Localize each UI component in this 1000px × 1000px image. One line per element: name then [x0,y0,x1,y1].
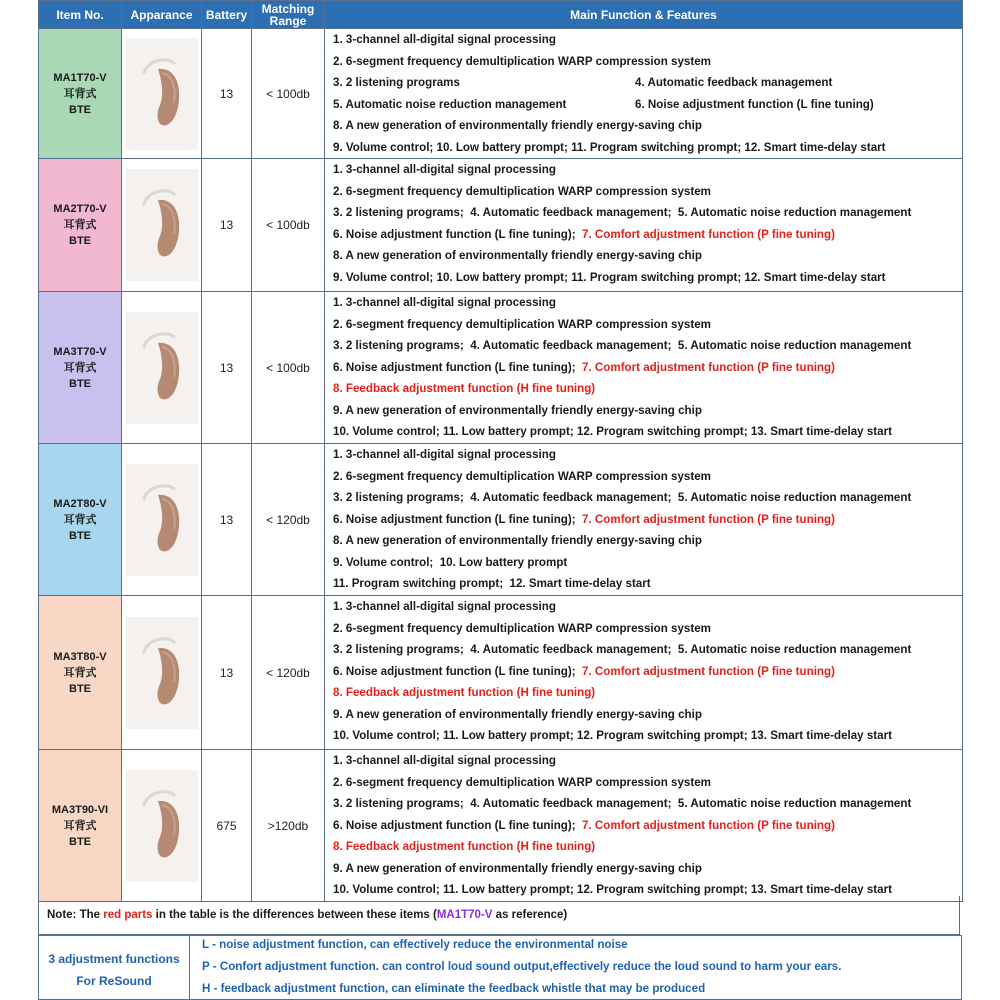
item-model: MA3T70-V [53,345,107,358]
item-cell [39,29,122,159]
table-row [39,29,963,159]
note-reference-model: MA1T70-V [436,909,493,921]
feature-text: 9. A new generation of environmentally friendly energy-saving chip [333,403,702,417]
feature-text: 9. Volume control; 10. Low battery prompt; 11. Program switching prompt; 12. Smart time-delay start [333,140,886,154]
matching-range-cell: < 100db [252,292,325,444]
item-cell [39,596,122,750]
feature-line [333,596,962,618]
feature-text: 2. 6-segment frequency demultiplication WARP compression system [333,621,711,635]
item-type-cn: 耳背式 [63,513,97,526]
feature-line [333,292,962,314]
feature-line [333,421,962,443]
feature-text: 2. 6-segment frequency demultiplication WARP compression system [333,469,711,483]
feature-line [333,858,962,880]
feature-text: 9. A new generation of environmentally friendly energy-saving chip [333,861,702,875]
battery-cell: 13 [202,159,252,292]
feature-text: 8. A new generation of environmentally friendly energy-saving chip [333,119,702,132]
feature-text: 8. A new generation of environmentally friendly energy-saving chip [333,249,702,262]
item-model: MA1T70-V [53,71,107,84]
item-type-cn: 耳背式 [63,666,97,679]
adjustment-H: H - feedback adjustment function, can eliminate the feedback whistle that may be produced [202,982,706,995]
feature-line [333,639,962,661]
feature-text: 1. 3-channel all-digital signal processing [333,163,556,176]
feature-difference: 7. Comfort adjustment function (P fine tuning) [582,818,835,832]
feature-text: 3. 2 listening programs; 4. Automatic feedback management; 5. Automatic noise reduction management [333,206,912,219]
matching-range-cell: < 100db [252,159,325,292]
battery-cell: 13 [202,444,252,596]
matching-range-cell: < 120db [252,596,325,750]
feature-line [333,159,962,181]
feature-line [333,378,962,400]
feature-text: 1. 3-channel all-digital signal processing [333,296,556,309]
adjustment-functions [38,935,962,1000]
header-range-line-2: Range [269,13,307,28]
features-cell [325,159,963,292]
note [38,896,960,935]
feature-line [333,115,962,137]
feature-line [333,682,962,704]
item-type-cn: 耳背式 [63,819,97,832]
feature-difference: 7. Comfort adjustment function (P fine tuning) [582,360,835,374]
item-type-en: BTE [69,682,91,695]
features-cell [325,444,963,596]
feature-text: 2. 6-segment frequency demultiplication WARP compression system [333,317,711,331]
feature-line [333,29,962,51]
feature-line [333,704,962,726]
feature-text: 9. Volume control; 10. Low battery prompt; 11. Program switching prompt; 12. Smart time-delay start [333,270,886,284]
hearing-aid-icon [138,630,186,716]
adjustment-title-box [38,935,190,1000]
hearing-aid-icon [138,325,186,411]
feature-text: 1. 3-channel all-digital signal processing [333,448,556,461]
appearance-cell [122,292,202,444]
note-red-parts: red parts [103,909,153,921]
feature-line [333,51,962,73]
feature-text: 11. Program switching prompt; 12. Smart time-delay start [333,577,651,590]
feature-text: 6. Noise adjustment function (L fine tuning); [333,664,583,678]
feature-text: 10. Volume control; 11. Low battery prompt; 12. Program switching prompt; 13. Smart time-delay start [333,883,892,896]
note-prefix: Note: The [47,909,104,921]
battery-cell: 675 [202,750,252,902]
note-suffix: as reference) [492,909,568,921]
feature-text: 1. 3-channel all-digital signal processing [333,33,556,46]
feature-line [333,552,962,574]
feature-text: 3. 2 listening programs; 4. Automatic feedback management; 5. Automatic noise reduction management [333,339,912,352]
feature-text: 9. A new generation of environmentally friendly energy-saving chip [333,707,702,721]
feature-text: 9. Volume control; 10. Low battery prompt [333,555,568,569]
hearing-aid-icon [138,51,186,137]
feature-text: 10. Volume control; 11. Low battery prompt; 12. Program switching prompt; 13. Smart time-delay start [333,729,892,742]
features-cell [325,292,963,444]
feature-line [333,573,962,595]
feature-line [333,509,962,531]
feature-text: 1. 3-channel all-digital signal processing [333,754,556,767]
adjustment-P: P - Confort adjustment function. can control loud sound output,effectively reduce the loud sound to harm your ears. [202,960,842,973]
item-model: MA2T80-V [53,497,107,510]
appearance-cell [122,444,202,596]
adjustment-L: L - noise adjustment function, can effectively reduce the environmental noise [202,938,628,951]
header-matching-range [252,1,325,29]
feature-line [333,202,962,224]
feature-line [333,400,962,422]
feature-text: 1. 3-channel all-digital signal processing [333,600,556,613]
appearance-cell [122,596,202,750]
feature-text-b: 6. Noise adjustment function (L fine tuning) [635,97,874,111]
feature-line [333,530,962,552]
feature-line [333,815,962,837]
feature-line [333,793,962,815]
hearing-aid-image [126,464,198,576]
feature-line [333,750,962,772]
feature-line [333,444,962,466]
item-type-cn: 耳背式 [63,87,97,100]
item-type-en: BTE [69,377,91,390]
adjustment-subtitle: For ReSound [76,974,152,988]
feature-difference: 7. Comfort adjustment function (P fine tuning) [582,664,835,678]
feature-line [333,487,962,509]
feature-line [333,661,962,683]
hearing-aid-image [126,38,198,150]
features-cell [325,596,963,750]
feature-text: 6. Noise adjustment function (L fine tuning); [333,227,583,241]
hearing-aid-image [126,617,198,729]
hearing-aid-image [126,770,198,882]
feature-difference: 7. Comfort adjustment function (P fine tuning) [582,512,835,526]
item-type-en: BTE [69,235,91,247]
feature-line [333,267,962,289]
feature-line [333,772,962,794]
hearing-aid-image [126,312,198,424]
feature-line [333,725,962,747]
table-header-row [39,1,963,29]
hearing-aid-image [126,169,198,281]
item-type-en: BTE [69,103,91,116]
item-cell [39,444,122,596]
battery-cell: 13 [202,596,252,750]
feature-line [333,224,962,246]
feature-text: 3. 2 listening programs; 4. Automatic feedback management; 5. Automatic noise reduction management [333,643,912,656]
table-row [39,596,963,750]
feature-line [333,137,962,159]
note-middle: in the table is the differences between these items ( [152,909,437,921]
feature-line [333,836,962,858]
matching-range-cell: < 100db [252,29,325,159]
item-model: MA3T90-VI [51,803,109,816]
feature-text: 2. 6-segment frequency demultiplication WARP compression system [333,54,711,68]
matching-range-cell: >120db [252,750,325,902]
feature-text: 6. Noise adjustment function (L fine tuning); [333,360,583,374]
item-type-en: BTE [69,529,91,542]
feature-line [333,72,962,94]
adjustment-descriptions [190,935,962,1000]
feature-text: 6. Noise adjustment function (L fine tuning); [333,818,583,832]
table-row [39,292,963,444]
features-cell [325,750,963,902]
item-cell [39,750,122,902]
item-type-en: BTE [69,835,91,848]
feature-line [333,335,962,357]
item-model: MA2T70-V [53,203,107,215]
feature-line [333,466,962,488]
hearing-aid-icon [138,182,186,268]
hearing-aid-icon [138,477,186,563]
header-appearance: Apparance [122,1,202,29]
battery-cell: 13 [202,292,252,444]
features-cell [325,29,963,159]
feature-text: 5. Automatic noise reduction management [333,97,567,111]
header-features: Main Function & Features [325,1,963,29]
item-cell [39,159,122,292]
table-row [39,444,963,596]
header-battery: Battery [202,1,252,29]
feature-line [333,181,962,203]
spec-sheet [38,0,962,1000]
adjustment-title: 3 adjustment functions [48,952,180,966]
item-type-cn: 耳背式 [63,219,97,231]
battery-cell: 13 [202,29,252,159]
header-range-line-1: Matching [261,1,315,16]
feature-difference: 8. Feedback adjustment function (H fine tuning) [333,686,596,699]
table-row [39,159,963,292]
feature-text: 3. 2 listening programs; 4. Automatic feedback management; 5. Automatic noise reduction management [333,797,912,810]
header-item-no: Item No. [39,1,122,29]
feature-difference: 8. Feedback adjustment function (H fine tuning) [333,840,596,853]
feature-text: 2. 6-segment frequency demultiplication WARP compression system [333,184,711,198]
feature-text: 10. Volume control; 11. Low battery prompt; 12. Program switching prompt; 13. Smart time-delay start [333,425,892,438]
feature-text: 6. Noise adjustment function (L fine tuning); [333,512,583,526]
feature-line [333,314,962,336]
item-model: MA3T80-V [53,650,107,663]
feature-line [333,94,962,116]
feature-text-b: 4. Automatic feedback management [635,76,833,89]
feature-line [333,245,962,267]
appearance-cell [122,750,202,902]
feature-difference: 7. Comfort adjustment function (P fine tuning) [582,227,835,241]
feature-text: 3. 2 listening programs; 4. Automatic feedback management; 5. Automatic noise reduction management [333,491,912,504]
hearing-aid-icon [138,783,186,869]
feature-text: 8. A new generation of environmentally friendly energy-saving chip [333,534,702,547]
matching-range-cell: < 120db [252,444,325,596]
feature-difference: 8. Feedback adjustment function (H fine tuning) [333,382,596,395]
item-type-cn: 耳背式 [63,361,97,374]
feature-line [333,618,962,640]
spec-table [38,0,963,902]
appearance-cell [122,159,202,292]
table-row [39,750,963,902]
feature-text: 3. 2 listening programs [333,76,460,89]
feature-line [333,357,962,379]
item-cell [39,292,122,444]
appearance-cell [122,29,202,159]
feature-text: 2. 6-segment frequency demultiplication WARP compression system [333,775,711,789]
